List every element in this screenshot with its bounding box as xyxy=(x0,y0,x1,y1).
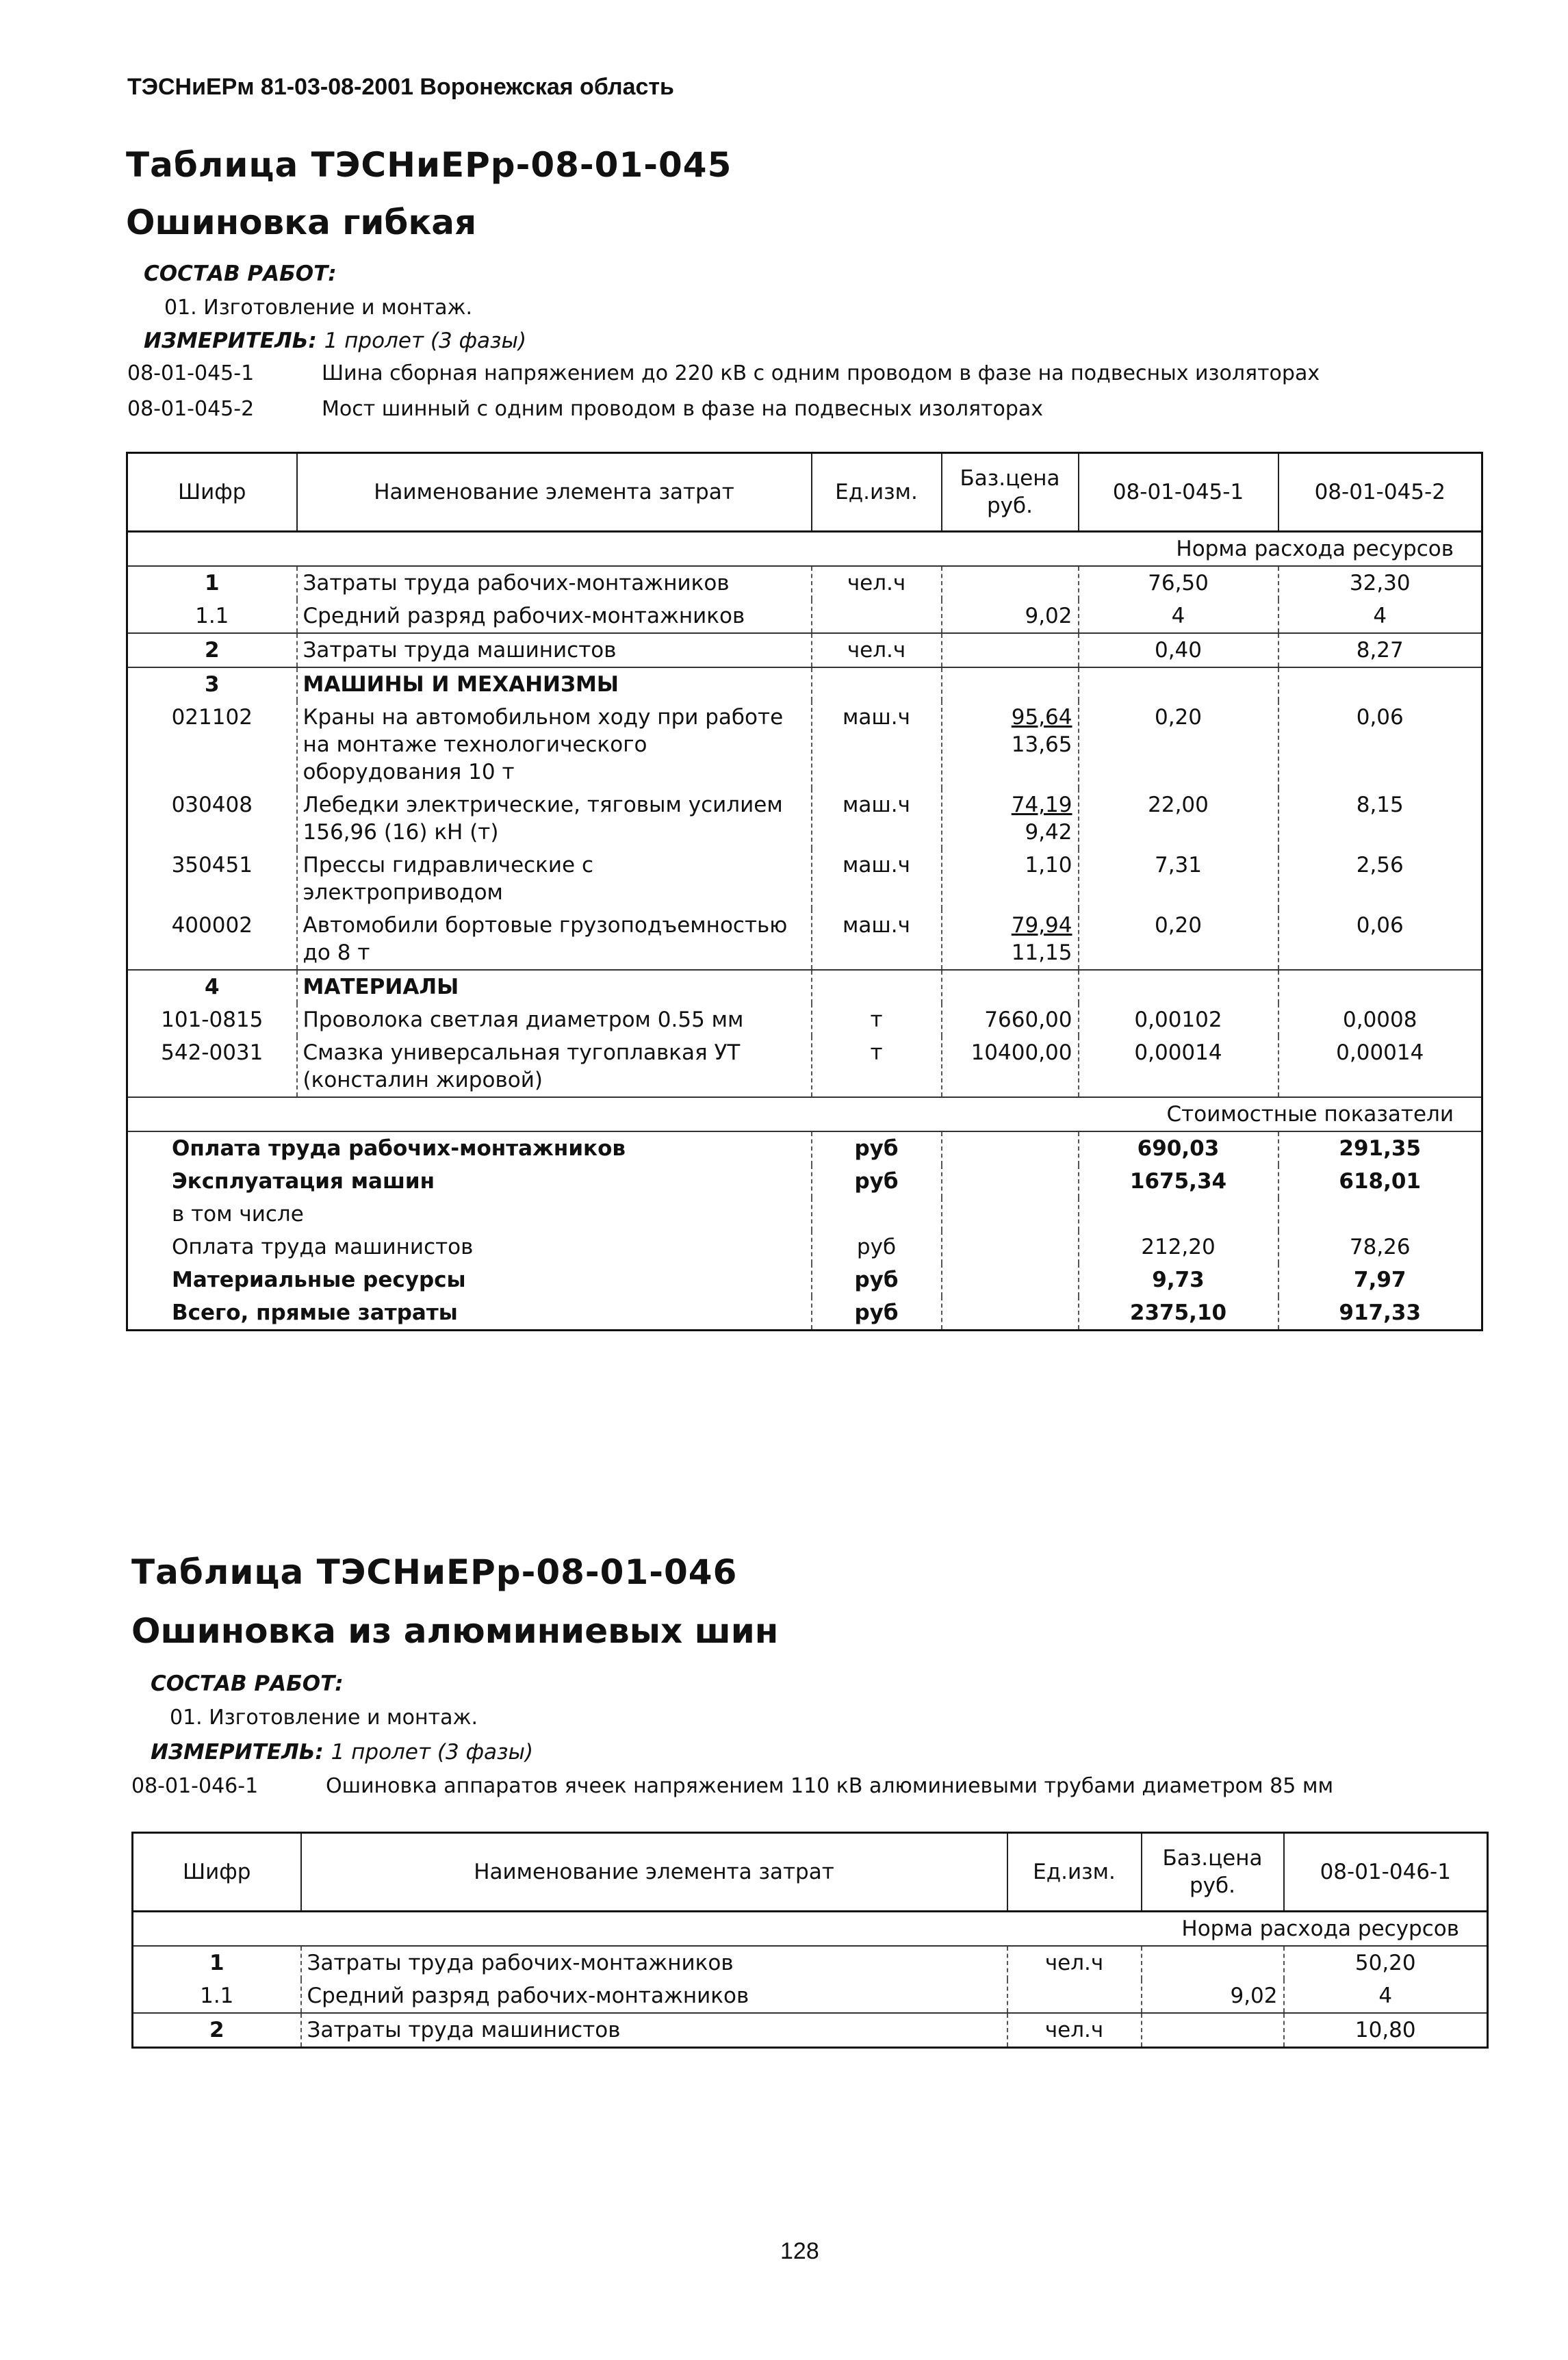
table1-title: Таблица ТЭСНиЕРр-08-01-045 xyxy=(126,145,732,185)
table-row: 400002 Автомобили бортовые грузоподъемностью до 8 т маш.ч 79,94 11,15 0,20 0,06 xyxy=(127,909,1482,970)
header-unit: Ед.изм. xyxy=(1007,1833,1142,1912)
table1-izmer-label: ИЗМЕРИТЕЛЬ: xyxy=(144,329,317,353)
norma-label: Норма расхода ресурсов xyxy=(127,532,1482,567)
table2-code: 08-01-046-1 xyxy=(131,1774,259,1798)
header-price: Баз.цена руб. xyxy=(942,453,1079,532)
header-unit: Ед.изм. xyxy=(812,453,942,532)
table-row: 1.1 Средний разряд рабочих-монтажников 9,02 4 xyxy=(133,1979,1488,2013)
table-row: Эксплуатация машин руб 1675,34 618,01 xyxy=(127,1165,1482,1198)
header-col2: 08-01-045-2 xyxy=(1278,453,1482,532)
header-shifr: Шифр xyxy=(178,480,246,504)
table1-subtitle: Ошиновка гибкая xyxy=(126,203,477,242)
table-row: 1 Затраты труда рабочих-монтажников чел.ч 76,50 32,30 xyxy=(127,566,1482,600)
table2-subtitle: Ошиновка из алюминиевых шин xyxy=(131,1611,779,1651)
page-number: 128 xyxy=(780,2238,819,2264)
table-row: Материальные ресурсы руб 9,73 7,97 xyxy=(127,1264,1482,1296)
table1-norma-row xyxy=(127,532,1482,567)
norma-label: Норма расхода ресурсов xyxy=(133,1912,1488,1947)
table-row: Оплата труда рабочих-монтажников руб 690,03 291,35 xyxy=(127,1131,1482,1165)
table2-title: Таблица ТЭСНиЕРр-08-01-046 xyxy=(131,1552,738,1592)
header-price: Баз.цена руб. xyxy=(1142,1833,1284,1912)
header-col1: 08-01-045-1 xyxy=(1079,453,1278,532)
table2-sostav-item: 01. Изготовление и монтаж. xyxy=(170,1706,478,1730)
table1-code-2-desc: Мост шинный с одним проводом в фазе на подвесных изоляторах xyxy=(322,397,1044,421)
header-name: Наименование элемента затрат xyxy=(301,1833,1007,1912)
table-row: 350451 Прессы гидравлические с электроприводом маш.ч 1,10 7,31 2,56 xyxy=(127,849,1482,909)
table-row: 101-0815 Проволока светлая диаметром 0.55 мм т 7660,00 0,00102 0,0008 xyxy=(127,1003,1482,1036)
table1-code-1: 08-01-045-1 xyxy=(127,361,255,385)
table1-header-row xyxy=(127,453,1482,532)
table-row: 2 Затраты труда машинистов чел.ч 10,80 xyxy=(133,2013,1488,2048)
table1-sostav-label: СОСТАВ РАБОТ: xyxy=(144,261,337,286)
table2-sostav-label: СОСТАВ РАБОТ: xyxy=(151,1671,344,1696)
table-row: в том числе xyxy=(127,1198,1482,1231)
table1-sostav-item: 01. Изготовление и монтаж. xyxy=(164,296,473,320)
table2-izmer-label: ИЗМЕРИТЕЛЬ: xyxy=(151,1740,324,1765)
table2-header-row xyxy=(133,1833,1488,1912)
table2-norma-row xyxy=(133,1912,1488,1947)
table-row: 3 МАШИНЫ И МЕХАНИЗМЫ xyxy=(127,667,1482,701)
table-row: 2 Затраты труда машинистов чел.ч 0,40 8,27 xyxy=(127,633,1482,667)
table1-code-2: 08-01-045-2 xyxy=(127,397,255,421)
table2-code-desc: Ошиновка аппаратов ячеек напряжением 110 кВ алюминиевыми трубами диаметром 85 мм xyxy=(326,1774,1334,1798)
header-col1: 08-01-046-1 xyxy=(1284,1833,1488,1912)
table-row: 1.1 Средний разряд рабочих-монтажников 9,02 4 4 xyxy=(127,600,1482,633)
stoim-label: Стоимостные показатели xyxy=(127,1097,1482,1131)
table2-izmer-value: 1 пролет (3 фазы) xyxy=(331,1740,534,1765)
table-row: 1 Затраты труда рабочих-монтажников чел.ч 50,20 xyxy=(133,1946,1488,1979)
table-row: Оплата труда машинистов руб 212,20 78,26 xyxy=(127,1231,1482,1264)
table-row: 542-0031 Смазка универсальная тугоплавкая УТ (консталин жировой) т 10400,00 0,00014 0,00014 xyxy=(127,1036,1482,1097)
table-row: Всего, прямые затраты руб 2375,10 917,33 xyxy=(127,1296,1482,1331)
table1-code-1-desc: Шина сборная напряжением до 220 кВ с одним проводом в фазе на подвесных изоляторах xyxy=(322,361,1320,385)
table1-stoim-row xyxy=(127,1097,1482,1131)
table1 xyxy=(126,452,1483,1331)
document-header: ТЭСНиЕРм 81-03-08-2001 Воронежская область xyxy=(127,74,674,100)
table-row: 021102 Краны на автомобильном ходу при работе на монтаже технологического оборудования 10 т маш.ч 95,64 13,65 0,20 0,06 xyxy=(127,701,1482,788)
table2 xyxy=(131,1832,1489,2049)
header-name: Наименование элемента затрат xyxy=(297,453,812,532)
header-shifr: Шифр xyxy=(183,1860,251,1884)
table-row: 030408 Лебедки электрические, тяговым усилием 156,96 (16) кН (т) маш.ч 74,19 9,42 22,00 8,15 xyxy=(127,788,1482,849)
table-row: 4 МАТЕРИАЛЫ xyxy=(127,970,1482,1003)
table1-izmer-value: 1 пролет (3 фазы) xyxy=(324,329,527,353)
